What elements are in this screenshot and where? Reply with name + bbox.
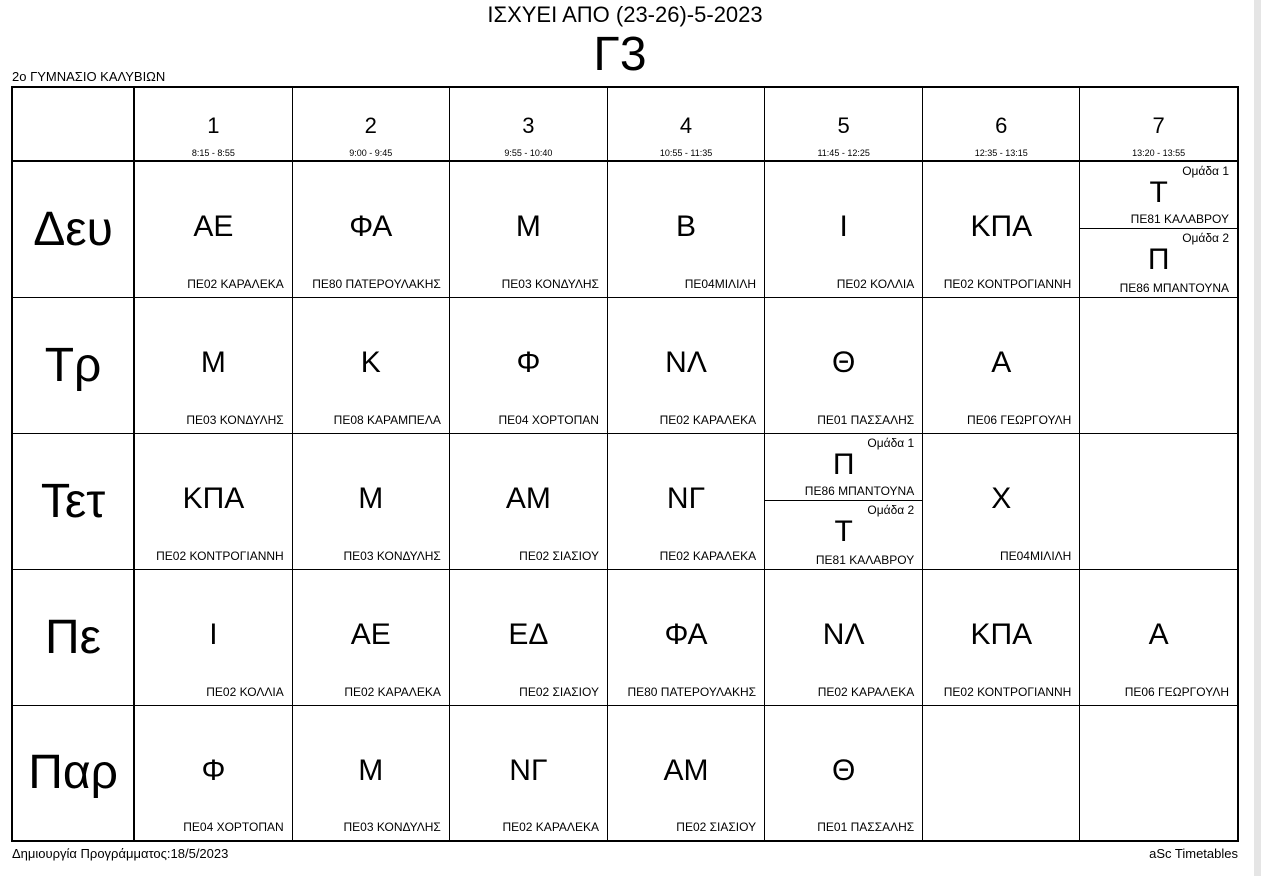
lesson-cell [1080,705,1238,841]
subject-code: Χ [991,481,1012,515]
teacher-name: ΠΕ02 ΚΑΡΑΛΕΚΑ [187,276,284,291]
lesson-cell [292,297,449,433]
teacher-name: ΠΕ04ΜΙΛΙΛΗ [684,276,757,291]
period-number: 3 [522,113,535,138]
subject-code: Τ [1149,176,1168,209]
period-time: 12:35 - 13:15 [974,148,1028,158]
period-time: 13:20 - 13:55 [1132,148,1186,158]
subject-code: Μ [200,345,226,379]
subject-code: ΚΠΑ [970,210,1033,243]
group-lesson [765,434,922,502]
day-row [12,433,1238,569]
subject-code: Θ [831,753,856,787]
group-label: Ομάδα 2 [867,503,915,517]
group-label: Ομάδα 1 [867,435,915,450]
lesson-cell [134,161,292,297]
lesson-cell [923,433,1080,569]
teacher-name: ΠΕ03 ΚΟΝΔΥΛΗΣ [186,412,284,427]
lesson-cell [449,569,607,705]
subject-code: ΚΠΑ [182,481,245,515]
subject-code: ΝΓ [666,481,706,515]
lesson-cell [449,297,607,433]
subject-code: ΝΓ [509,753,548,787]
day-row [12,161,1238,297]
day-cell [12,433,134,569]
lesson-cell [292,569,449,705]
teacher-name: ΠΕ02 ΚΟΛΛΙΑ [836,276,915,291]
subject-code: Β [676,210,697,243]
subject-code: Α [991,345,1012,379]
subject-code: Μ [358,753,384,787]
lesson-cell [134,433,292,569]
period-header [1080,87,1238,161]
group-lesson [1080,229,1237,296]
group-lesson [765,501,922,569]
teacher-name: ΠΕ80 ΠΑΤΕΡΟΥΛΑΚΗΣ [627,684,757,699]
period-time: 9:55 - 10:40 [504,148,553,158]
lesson-cell [449,161,607,297]
lesson-cell [1080,433,1238,569]
teacher-name: ΠΕ02 ΚΟΛΛΙΑ [206,684,284,699]
lesson-cell [607,161,764,297]
subject-code: Κ [360,345,381,379]
lesson-cell [449,433,607,569]
day-cell [12,161,134,297]
teacher-name: ΠΕ02 ΣΙΑΣΙΟΥ [676,820,757,834]
teacher-name: ΠΕ06 ΓΕΩΡΓΟΥΛΗ [967,412,1072,427]
group-label: Ομάδα 2 [1182,231,1229,246]
teacher-name: ΠΕ01 ΠΑΣΣΑΛΗΣ [817,820,915,834]
lesson-cell [923,297,1080,433]
subject-code: Π [832,447,855,481]
lesson-cell [134,569,292,705]
group-lesson [1080,162,1237,229]
lesson-cell [1080,297,1238,433]
teacher-name: ΠΕ86 ΜΠΑΝΤΟΥΝΑ [1119,280,1229,295]
period-time: 11:45 - 12:25 [817,148,870,158]
period-header-row [12,87,1238,161]
lesson-cell [923,569,1080,705]
day-label: Δευ [33,202,113,256]
teacher-name: ΠΕ04ΜΙΛΙΛΗ [999,548,1072,563]
teacher-name: ΠΕ80 ΠΑΤΕΡΟΥΛΑΚΗΣ [312,276,441,291]
lesson-cell [449,705,607,841]
lesson-cell [134,297,292,433]
teacher-name: ΠΕ02 ΣΙΑΣΙΟΥ [519,548,599,563]
period-number: 7 [1152,113,1165,138]
timetable-grid [11,86,1239,842]
lesson-cell [765,297,923,433]
lesson-cell [607,569,764,705]
teacher-name: ΠΕ08 ΚΑΡΑΜΠΕΛΑ [333,412,441,427]
page-edge [1254,0,1261,876]
day-cell [12,297,134,433]
subject-code: ΝΛ [822,617,865,651]
valid-from-title: ΙΣΧΥΕΙ ΑΠΟ (23-26)-5-2023 [487,2,763,27]
period-number: 4 [679,113,693,138]
lesson-cell [134,705,292,841]
day-cell [12,569,134,705]
period-number: 2 [364,113,377,138]
subject-code: ΚΠΑ [970,617,1033,651]
class-name-title: Γ3 [593,28,647,81]
teacher-name: ΠΕ03 ΚΟΝΔΥΛΗΣ [501,276,599,291]
creation-date: Δημιουργία Προγράμματος:18/5/2023 [12,846,229,861]
period-header [134,87,292,161]
subject-code: ΑΜ [505,481,551,515]
period-time: 8:15 - 8:55 [191,148,235,158]
lesson-cell [1080,161,1238,297]
subject-code: Φ [516,345,541,379]
teacher-name: ΠΕ02 ΚΑΡΑΛΕΚΑ [659,412,757,427]
lesson-cell [1080,569,1238,705]
day-label: Τρ [44,338,102,392]
period-number: 1 [207,113,220,138]
day-row [12,705,1238,841]
subject-code: Α [1148,617,1169,651]
subject-code: ΑΕ [350,617,391,651]
teacher-name: ΠΕ04 ΧΟΡΤΟΠΑΝ [498,412,599,427]
subject-code: Φ [201,753,226,787]
teacher-name: ΠΕ02 ΚΑΡΑΛΕΚΑ [502,820,599,834]
subject-code: ΑΕ [193,210,234,243]
period-number: 5 [837,113,850,138]
period-time: 9:00 - 9:45 [349,148,393,158]
subject-code: ΦΑ [664,617,708,651]
teacher-name: ΠΕ02 ΚΑΡΑΛΕΚΑ [344,684,441,699]
lesson-cell [765,705,923,841]
lesson-cell [765,161,923,297]
subject-code: Θ [831,345,856,379]
corner-cell [12,87,134,161]
teacher-name: ΠΕ02 ΚΑΡΑΛΕΚΑ [659,548,757,563]
subject-code: ΦΑ [349,210,393,243]
subject-code: Μ [515,210,541,243]
teacher-name: ΠΕ02 ΚΟΝΤΡΟΓΙΑΝΝΗ [943,684,1072,699]
period-time: 10:55 - 11:35 [659,148,713,158]
subject-code: Τ [834,515,853,548]
lesson-cell [292,433,449,569]
day-row [12,297,1238,433]
subject-code: Ι [839,210,848,243]
subject-code: Μ [358,481,384,515]
period-header [765,87,923,161]
teacher-name: ΠΕ02 ΚΟΝΤΡΟΓΙΑΝΝΗ [943,276,1072,291]
lesson-cell [923,161,1080,297]
subject-code: Ι [209,617,218,651]
subject-code: ΑΜ [663,753,709,787]
lesson-cell [292,161,449,297]
day-row [12,569,1238,705]
teacher-name: ΠΕ01 ΠΑΣΣΑΛΗΣ [817,412,915,427]
teacher-name: ΠΕ86 ΜΠΑΝΤΟΥΝΑ [804,484,915,498]
teacher-name: ΠΕ03 ΚΟΝΔΥΛΗΣ [343,820,441,834]
lesson-cell [292,705,449,841]
lesson-cell [607,433,764,569]
lesson-cell [923,705,1080,841]
period-number: 6 [995,113,1008,138]
teacher-name: ΠΕ02 ΚΑΡΑΛΕΚΑ [817,684,915,699]
day-cell [12,705,134,841]
subject-code: ΝΛ [665,345,707,379]
lesson-cell [765,569,923,705]
period-header [607,87,764,161]
day-label: Τετ [40,474,106,528]
day-label: Πε [45,610,102,664]
teacher-name: ΠΕ06 ΓΕΩΡΓΟΥΛΗ [1124,684,1229,699]
lesson-cell [607,297,764,433]
teacher-name: ΠΕ02 ΣΙΑΣΙΟΥ [519,684,599,699]
lesson-cell [765,433,923,569]
subject-code: Π [1147,243,1170,277]
teacher-name: ΠΕ03 ΚΟΝΔΥΛΗΣ [343,548,441,563]
teacher-name: ΠΕ81 ΚΑΛΑΒΡΟΥ [815,552,915,567]
group-label: Ομάδα 1 [1182,164,1229,178]
school-name: 2ο ΓΥΜΝΑΣΙΟ ΚΑΛΥΒΙΩΝ [12,69,166,84]
lesson-cell [607,705,764,841]
period-header [292,87,449,161]
period-header [923,87,1080,161]
teacher-name: ΠΕ81 ΚΑΛΑΒΡΟΥ [1130,212,1229,227]
teacher-name: ΠΕ02 ΚΟΝΤΡΟΓΙΑΝΝΗ [156,548,284,563]
subject-code: ΕΔ [508,617,549,651]
generator-credit: aSc Timetables [1149,846,1238,861]
teacher-name: ΠΕ04 ΧΟΡΤΟΠΑΝ [183,820,284,834]
day-label: Παρ [28,746,118,800]
period-header [449,87,607,161]
